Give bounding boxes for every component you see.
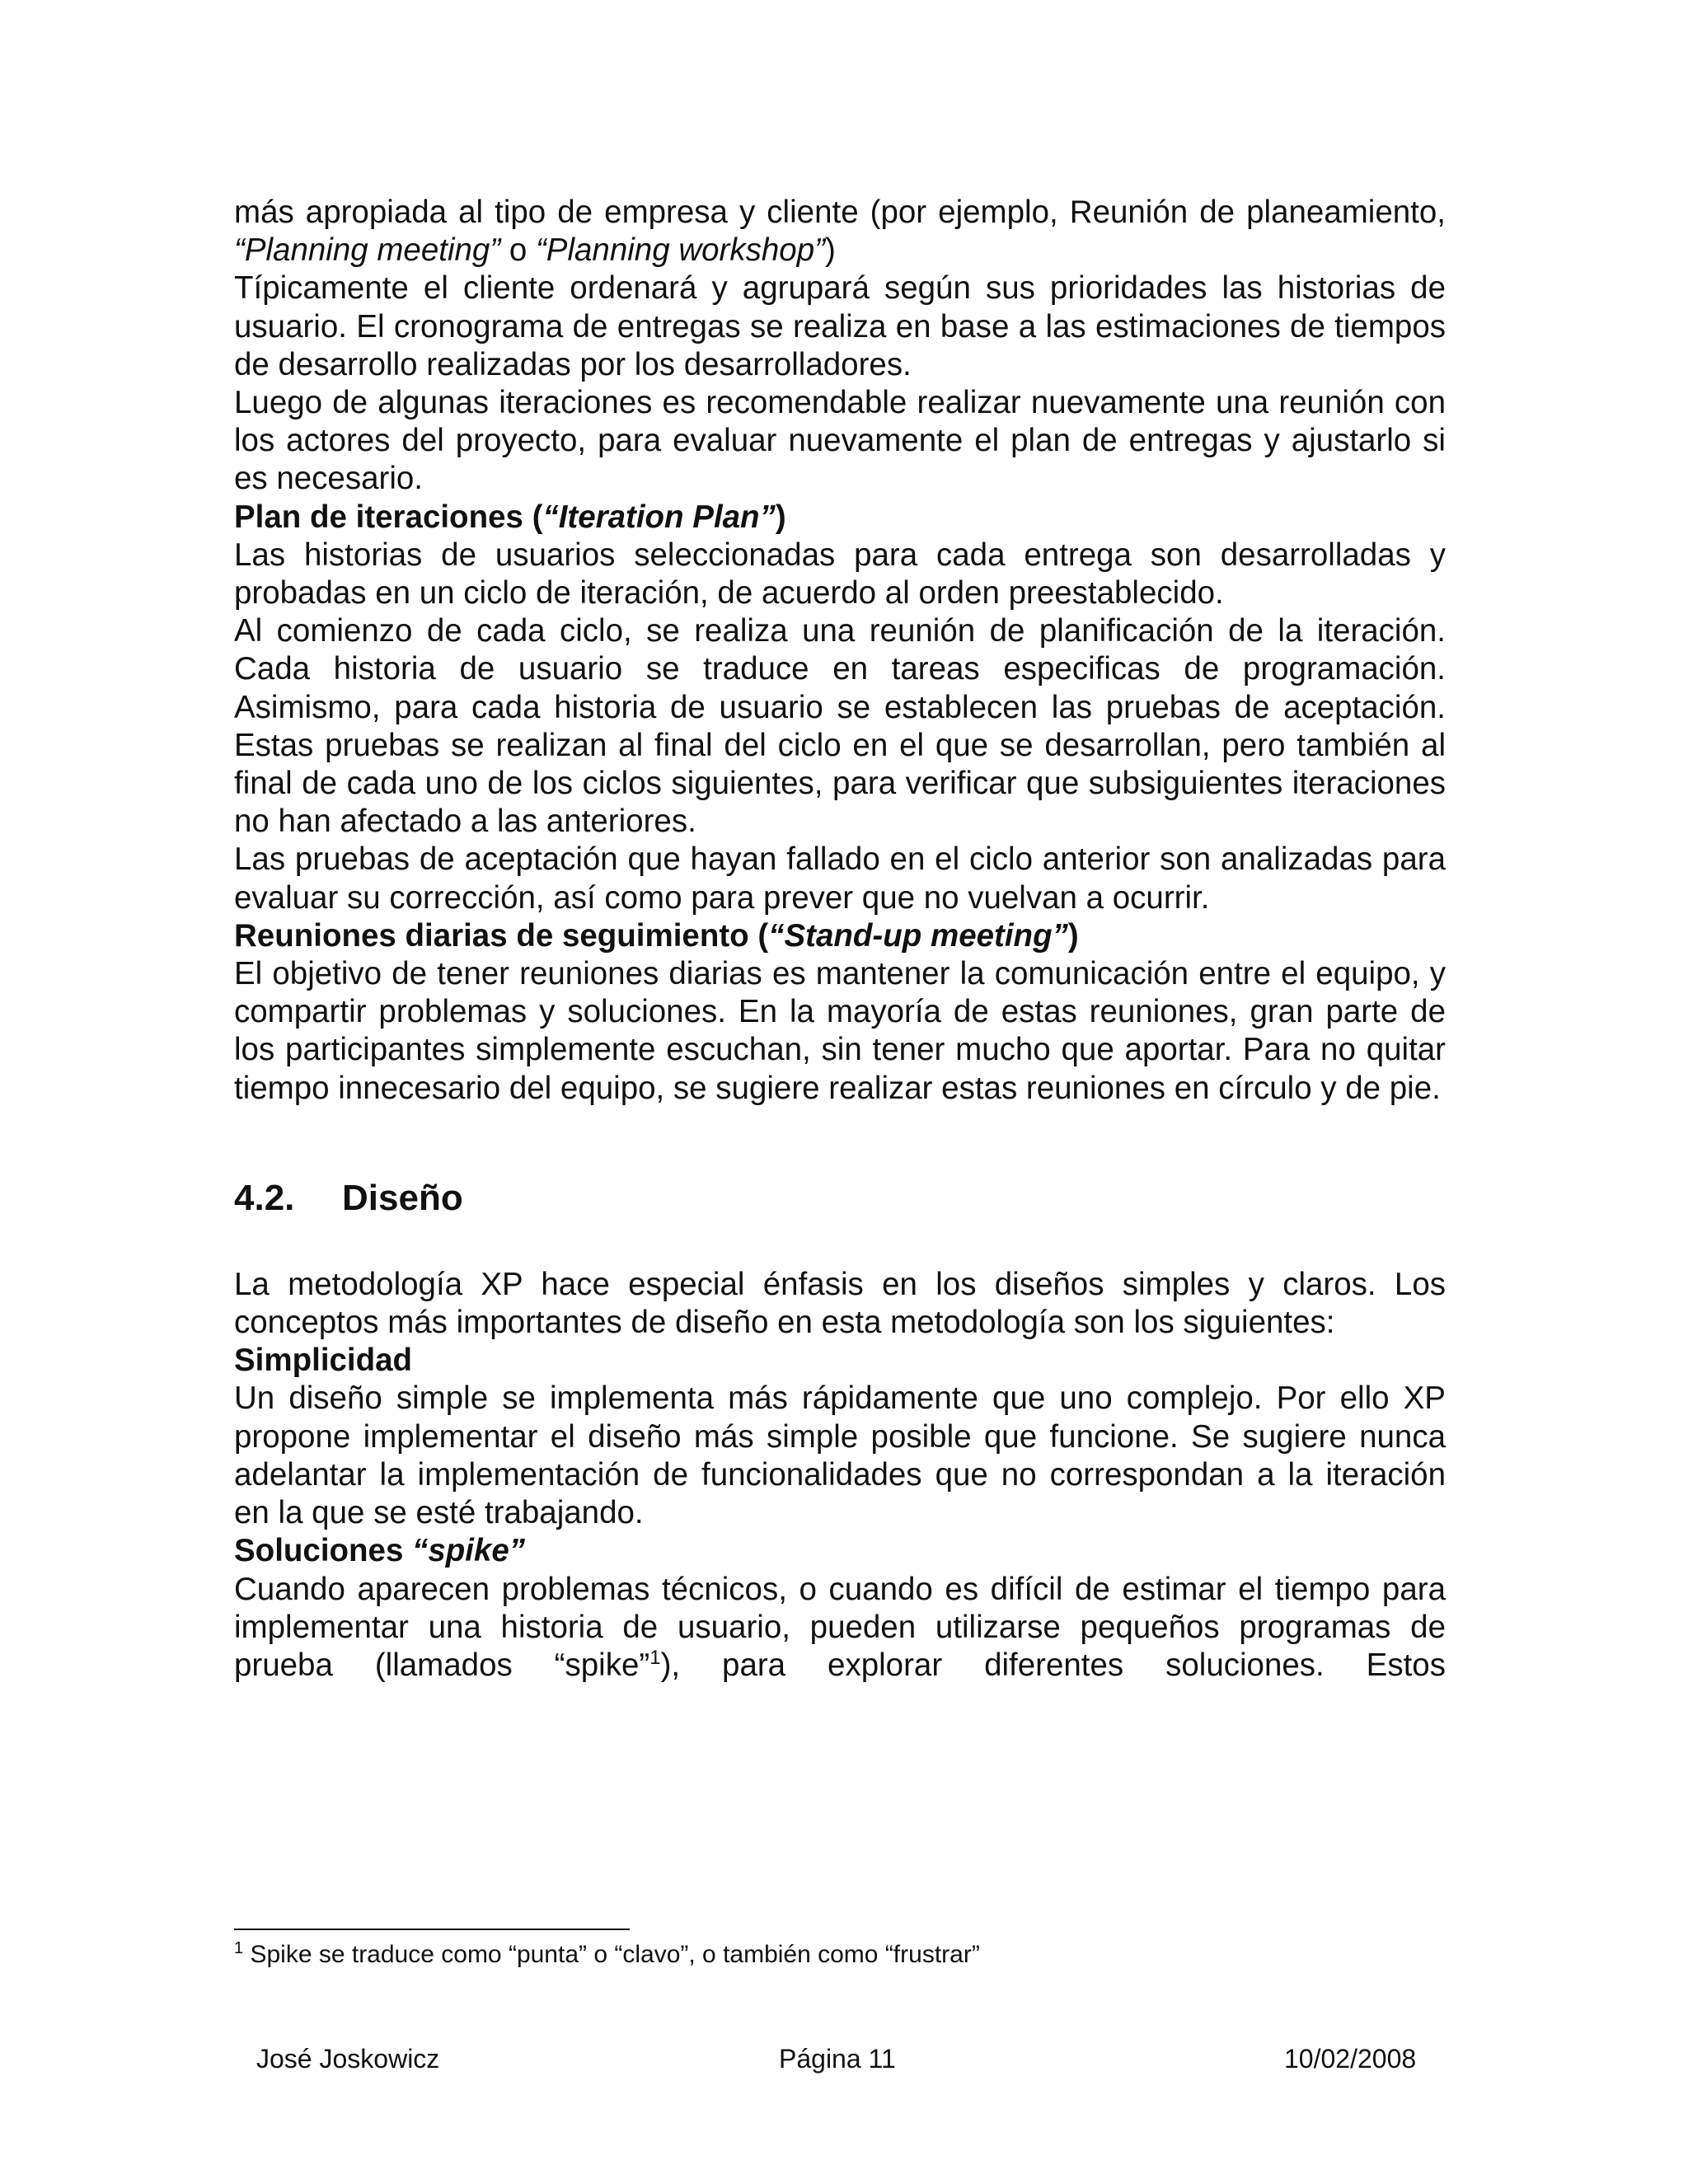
section-heading: Diseño <box>342 1177 463 1218</box>
heading-spike <box>234 1532 1446 1570</box>
paragraph-design-intro: La metodología XP hace especial énfasis en los diseños simples y claros. Los conceptos más importantes de diseño en esta metodología son los siguientes: <box>234 1266 1446 1341</box>
paragraph-client-priorities: Típicamente el cliente ordenará y agrupará según sus prioridades las historias de usuario. El cronograma de entregas se realiza en base a las estimaciones de tiempos de desarrollo realizadas por los desarrolladores. <box>234 270 1446 382</box>
text-run: Soluciones <box>234 1533 413 1569</box>
text-run-italic: “Stand-up meeting” <box>768 917 1068 954</box>
paragraph-iteration-2: Al comienzo de cada ciclo, se realiza una reunión de planificación de la iteración. Cada historia de usuario se traduce en tareas especificas de programación. Asimismo, para cada historia de usuario se establecen las pruebas de aceptación. Estas pruebas se realizan al final del ciclo en el que se desarrollan, pero también al final de cada uno de los ciclos siguientes, para verificar que subsiguientes iteraciones no han afectado a las anteriores. <box>234 613 1446 840</box>
footer-author: José Joskowicz <box>256 2044 440 2074</box>
text-run: ), para explorar diferentes soluciones. Estos <box>660 1647 1446 1683</box>
paragraph-simplicity: Un diseño simple se implementa más rápidamente que uno complejo. Por ello XP propone implementar el diseño más simple posible que funcione. Se sugiere nunca adelantar la implementación de funcionalidades que no correspondan a la iteración en la que se esté trabajando. <box>234 1380 1446 1531</box>
heading-standup-meeting <box>234 917 1446 955</box>
text-run: o <box>500 232 536 269</box>
text-run: ) <box>824 232 836 269</box>
footnote <box>234 1938 980 1971</box>
text-run-italic: “Iteration Plan” <box>542 499 776 535</box>
footnote-text: Spike se traduce como “punta” o “clavo”, o también como “frustrar” <box>243 1941 980 1968</box>
footnote-marker: 1 <box>234 1939 244 1957</box>
footer-date: 10/02/2008 <box>1284 2044 1417 2074</box>
heading-simplicity: Simplicidad <box>234 1343 413 1379</box>
paragraph-iteration-3: Las pruebas de aceptación que hayan fallado en el ciclo anterior son analizadas para evaluar su corrección, así como para prever que no vuelvan a ocurrir. <box>234 841 1446 916</box>
text-run: Reuniones diarias de seguimiento ( <box>234 917 769 954</box>
text-run: Plan de iteraciones ( <box>234 499 543 535</box>
footer-page-number: Página 11 <box>779 2044 896 2074</box>
text-run-italic: “Planning workshop” <box>535 232 825 269</box>
text-run-italic: “spike” <box>412 1533 526 1569</box>
paragraph-spike <box>234 1571 1446 1685</box>
heading-iteration-plan <box>234 499 1446 537</box>
text-run: ) <box>1067 917 1079 954</box>
footnote-separator <box>234 1929 630 1930</box>
page-body <box>234 194 1446 1685</box>
text-run-italic: “Planning meeting” <box>234 232 501 269</box>
paragraph-standup: El objetivo de tener reuniones diarias es mantener la comunicación entre el equipo, y compartir problemas y soluciones. En la mayoría de estas reuniones, gran parte de los participantes simplemente escuchan, sin tener mucho que aportar. Para no quitar tiempo innecesario del equipo, se sugiere realizar estas reuniones en círculo y de pie. <box>234 956 1446 1106</box>
paragraph-planning-meeting <box>234 194 1446 269</box>
section-number: 4.2. <box>234 1177 295 1218</box>
text-run: ) <box>775 499 786 535</box>
text-run: más apropiada al tipo de empresa y cliente (por ejemplo, Reunión de planeamiento, <box>234 194 1446 230</box>
footnote-reference[interactable]: 1 <box>649 1647 661 1670</box>
text-run: Cuando aparecen problemas técnicos, o cuando es difícil de estimar el tiempo para implementar una historia de usuario, pueden utilizarse pequeños programas de prueba (llamados “spike” <box>234 1571 1446 1683</box>
section-title <box>234 1175 1446 1221</box>
paragraph-iteration-1: Las historias de usuarios seleccionadas para cada entrega son desarrolladas y probadas en un ciclo de iteración, de acuerdo al orden preestablecido. <box>234 537 1446 612</box>
paragraph-after-iterations: Luego de algunas iteraciones es recomendable realizar nuevamente una reunión con los actores del proyecto, para evaluar nuevamente el plan de entregas y ajustarlo si es necesario. <box>234 385 1446 497</box>
